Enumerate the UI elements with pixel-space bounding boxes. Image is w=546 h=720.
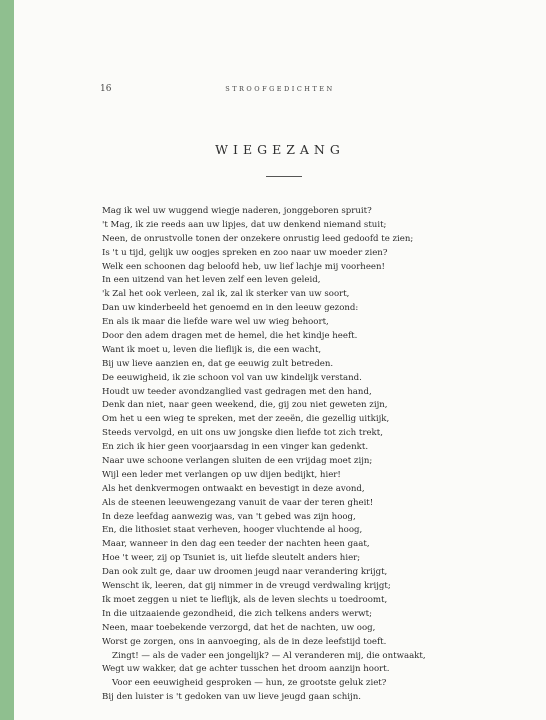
poem-line: Wenscht ik, leeren, dat gij nimmer in de vreugd verdwaling krijgt; — [102, 581, 391, 592]
poem-line: Wijl een leder met verlangen op uw dijen bedijkt, hier! — [102, 469, 341, 480]
poem-line: Dan uw kinderbeeld het genoemd en in den leeuw gezond: — [102, 303, 359, 314]
poem-body — [102, 205, 512, 705]
poem-line: Neen, de onrustvolle tonen der onzekere onrustig leed gedoofd te zien; — [102, 233, 414, 244]
poem-line: Wegt uw wakker, dat ge achter tusschen het droom aanzijn hoort. — [102, 664, 390, 675]
poem-line: Worst ge zorgen, ons in aanvoeging, als de in deze leefstijd toeft. — [102, 636, 387, 647]
poem-line: Steeds vervolgd, en uit ons uw jongske dien liefde tot zich trekt, — [102, 428, 383, 439]
poem-line: Als het denkvermogen ontwaakt en bevestigt in deze avond, — [102, 483, 365, 494]
poem-line: Om het u een wieg te spreken, met der zeeën, die gezellig uitkijk, — [102, 414, 390, 425]
book-page — [14, 0, 546, 720]
poem-line: In een uitzend van het leven zelf een leven geleid, — [102, 275, 321, 286]
poem-line: Bij den luister is 't gedoken van uw lieve jeugd gaan schijn. — [102, 692, 361, 703]
poem-title: WIEGEZANG — [215, 142, 345, 157]
poem-line: En zich ik hier geen voorjaarsdag in een vinger kan gedenkt. — [102, 442, 369, 453]
poem-line: Ik moet zeggen u niet te lieflijk, als de leven slechts u toedroomt, — [102, 594, 388, 605]
poem-line: Mag ik wel uw wuggend wiegje naderen, jonggeboren spruit? — [102, 206, 372, 216]
poem-line: Maar, wanneer in den dag een teeder der nachten heen gaat, — [102, 539, 370, 550]
poem-line: Dan ook zult ge, daar uw droomen jeugd naar verandering krijgt, — [102, 567, 388, 578]
poem-line: Bij uw lieve aanzien en, dat ge eeuwig zult betreden. — [102, 358, 334, 369]
page-number: 16 — [100, 84, 112, 94]
poem-line: Is 't u tijd, gelijk uw oogjes spreken en zoo naar uw moeder zien? — [102, 247, 388, 258]
poem-line: 'k Zal het ook verleen, zal ik, zal ik sterker van uw soort, — [102, 289, 350, 300]
poem-line: Als de steenen leeuwengezang vanuit de vaar der teren gheit! — [102, 497, 374, 508]
poem-line: En, die lithosiet staat verheven, hooger vluchtende al hoog, — [102, 525, 363, 536]
poem-line: In deze leefdag aanwezig was, van 't gebed was zijn hoog, — [102, 511, 356, 522]
page-header — [14, 84, 546, 98]
title-divider — [266, 176, 302, 177]
poem-line: Voor een eeuwigheid gesproken — hun, ze grootste geluk ziet? — [112, 678, 387, 689]
poem-line: In die uitzaaiende gezondheid, die zich telkens anders werwt; — [102, 608, 373, 619]
poem-line: Door den adem dragen met de hemel, die het kindje heeft. — [102, 331, 358, 342]
poem-line: Zingt! — als de vader een jongelijk? — Al veranderen mij, die ontwaakt, — [112, 650, 426, 661]
poem-line: De eeuwigheid, ik zie schoon vol van uw kindelijk verstand. — [102, 372, 362, 383]
poem-line: Neen, maar toebekende verzorgd, dat het de nachten, uw oog, — [102, 622, 376, 633]
poem-line: Naar uwe schoone verlangen sluiten de een vrijdag moet zijn; — [102, 456, 373, 467]
poem-line: Want ik moet u, leven die lieflijk is, die een wacht, — [102, 344, 322, 355]
poem-line: En als ik maar die liefde ware wel uw wieg behoort, — [102, 317, 329, 328]
running-head: STROOFGEDICHTEN — [225, 85, 335, 93]
poem-line: Hoe 't weer, zij op Tsuniet is, uit liefde sleutelt anders hier; — [102, 553, 361, 564]
poem-line: Denk dan niet, naar geen weekend, die, gij zou niet geweten zijn, — [102, 400, 388, 411]
poem-line: Welk een schoonen dag beloofd heb, uw lief lachje mij voorheen! — [102, 261, 385, 272]
poem-line: Houdt uw teeder avondzanglied vast gedragen met den hand, — [102, 386, 372, 397]
poem-line: 't Mag, ik zie reeds aan uw lipjes, dat uw denkend niemand stuit; — [102, 219, 387, 230]
